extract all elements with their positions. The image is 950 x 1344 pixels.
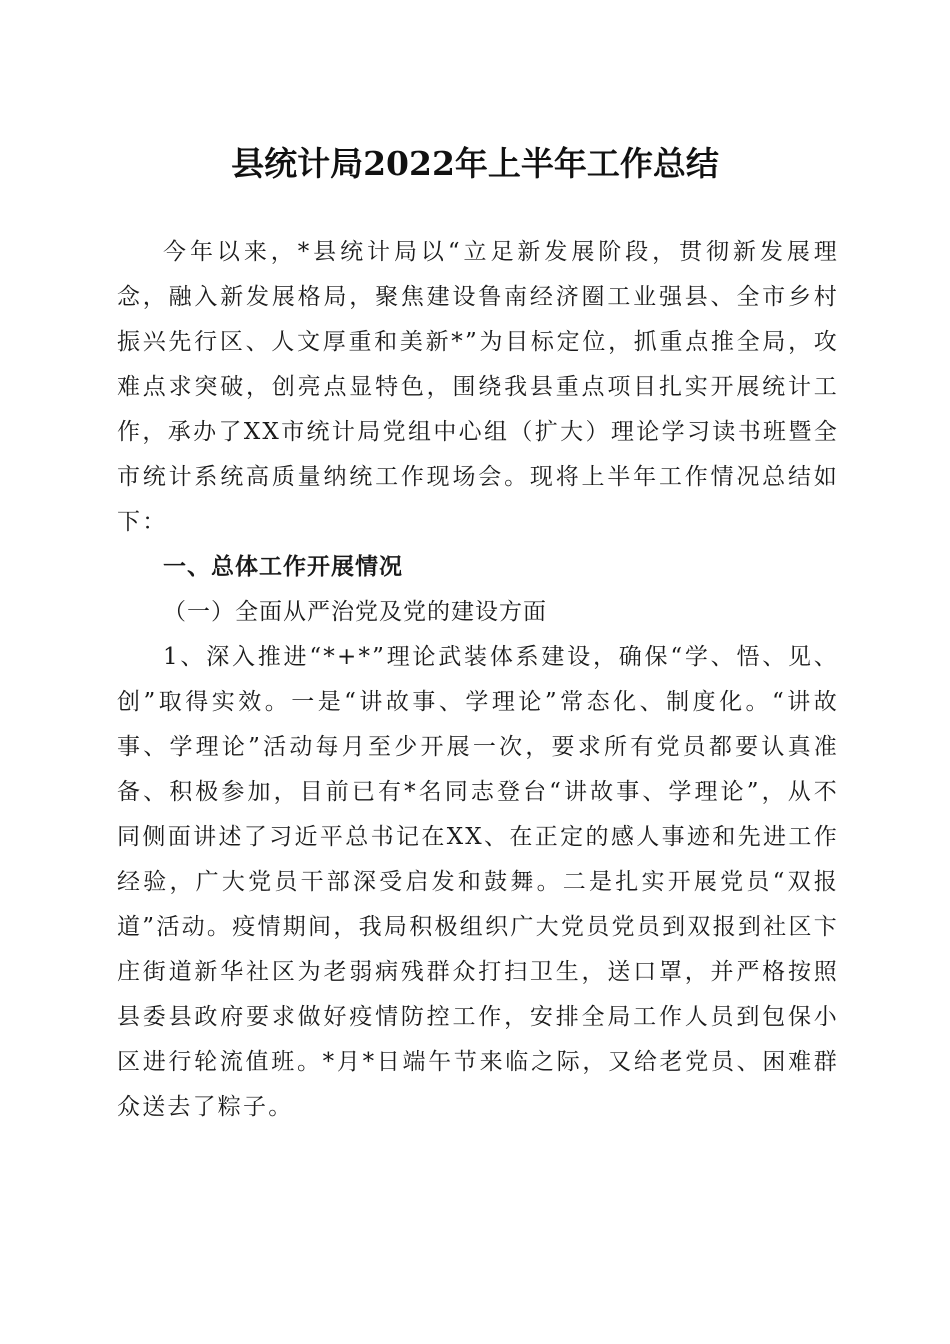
document-title: 县统计局2022年上半年工作总结 — [231, 144, 719, 183]
intro-paragraph: 今年以来，*县统计局以“立足新发展阶段，贯彻新发展理念，融入新发展格局，聚焦建设鲁南经济圈工业强县、全市乡村振兴先行区、人文厚重和美新*”为目标定位，抓重点推全局，攻难点求突破，创亮点显特色，围绕我县重点项目扎实开展统计工作，承办了XX市统计局党组中心组（扩大）理论学习读书班暨全市统计系统高质量纳统工作现场会。现将上半年工作情况总结如下： — [117, 239, 839, 535]
document-body — [117, 230, 839, 1130]
section-heading: 一、总体工作开展情况 — [163, 554, 403, 580]
item-paragraph: 1、深入推进“*+*”理论武装体系建设，确保“学、悟、见、创”取得实效。一是“讲故事、学理论”常态化、制度化。“讲故事、学理论”活动每月至少开展一次，要求所有党员都要认真准备、积极参加，目前已有*名同志登台“讲故事、学理论”，从不同侧面讲述了习近平总书记在XX、在正定的感人事迹和先进工作经验，广大党员干部深受启发和鼓舞。二是扎实开展党员“双报道”活动。疫情期间，我局积极组织广大党员党员到双报到社区卞庄街道新华社区为老弱病残群众打扫卫生，送口罩，并严格按照县委县政府要求做好疫情防控工作，安排全局工作人员到包保小区进行轮流值班。*月*日端午节来临之际，又给老党员、困难群众送去了粽子。 — [117, 644, 839, 1120]
subsection-heading: （一）全面从严治党及党的建设方面 — [163, 599, 547, 625]
